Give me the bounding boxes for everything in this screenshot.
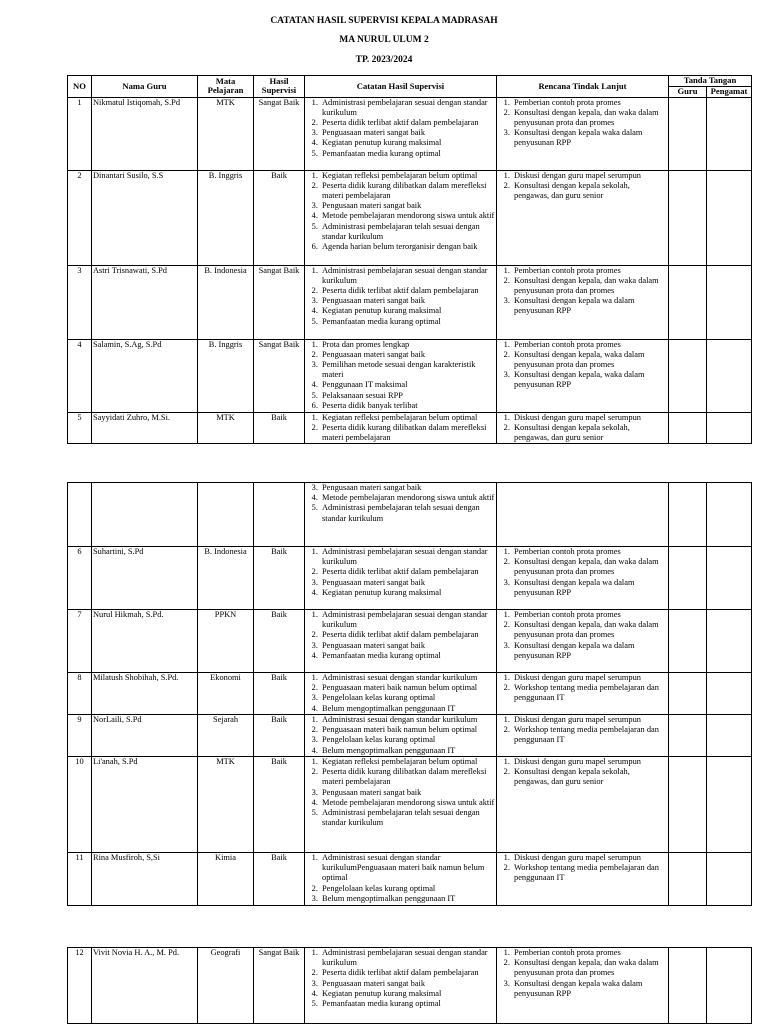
rencana-item: 1. Pemberian contoh prota promes bbox=[512, 98, 667, 108]
catatan-item: 1. Prota dan promes lengkap bbox=[320, 340, 495, 350]
cell-nama-guru: Li'anah, S.Pd bbox=[92, 757, 198, 853]
col-header-ttd-guru: Guru bbox=[669, 87, 707, 98]
rencana-item: 2. Konsultasi dengan kepala, dan waka dalam penyusunan prota dan promes bbox=[512, 958, 667, 978]
cell-mapel: Ekonomi bbox=[198, 673, 254, 715]
cell-hasil: Baik bbox=[254, 673, 305, 715]
catatan-item: 4. Penggunaan IT maksimal bbox=[320, 380, 495, 390]
catatan-item: 4. Metode pembelajaran mendorong siswa untuk aktif bbox=[320, 211, 495, 221]
cell-ttd-guru bbox=[669, 97, 707, 170]
cell-nama-guru: NorLaili, S.Pd bbox=[92, 715, 198, 757]
cell-ttd-pengamat bbox=[707, 610, 752, 673]
cell-hasil: Baik bbox=[254, 757, 305, 853]
cell-catatan bbox=[305, 97, 497, 170]
cell-rencana bbox=[497, 547, 669, 610]
catatan-item: 3. Pengelolaan kelas kurang optimal bbox=[320, 693, 495, 703]
catatan-item: 5. Administrasi pembelajaran telah sesuai dengan standar kurikulum bbox=[320, 808, 495, 828]
table-row bbox=[68, 170, 752, 265]
cell-mapel: Geografi bbox=[198, 948, 254, 1024]
cell-mapel: MTK bbox=[198, 412, 254, 444]
rencana-item: 3. Konsultasi dengan kepala wa dalam penyusunan RPP bbox=[512, 641, 667, 661]
cell-hasil: Sangat Baik bbox=[254, 948, 305, 1024]
table-row bbox=[68, 547, 752, 610]
cell-rencana bbox=[497, 170, 669, 265]
catatan-item: 1. Administrasi sesuai dengan standar kurikulum bbox=[320, 673, 495, 683]
cell-no: 5 bbox=[68, 412, 92, 444]
cell-rencana bbox=[497, 757, 669, 853]
cell-hasil: Baik bbox=[254, 610, 305, 673]
cell-ttd-guru bbox=[669, 853, 707, 906]
cell-ttd-pengamat bbox=[707, 339, 752, 412]
table-row bbox=[68, 757, 752, 853]
table-row bbox=[68, 853, 752, 906]
col-header-mata-pelajaran: Mata Pelajaran bbox=[198, 76, 254, 98]
supervision-table-page-3 bbox=[67, 947, 752, 1024]
catatan-item: 2. Peserta didik terlibat aktif dalam pembelajaran bbox=[320, 118, 495, 128]
table-row bbox=[68, 673, 752, 715]
page-3-viewport bbox=[0, 947, 768, 1024]
cell-mapel: MTK bbox=[198, 97, 254, 170]
rencana-item: 1. Pemberian contoh prota promes bbox=[512, 610, 667, 620]
catatan-item: 1. Kegiatan refleksi pembelajaran belum optimal bbox=[320, 171, 495, 181]
cell-hasil: Baik bbox=[254, 170, 305, 265]
col-header-nama-guru: Nama Guru bbox=[92, 76, 198, 98]
catatan-item: 2. Peserta didik kurang dilibatkan dalam merefleksi materi pembelajaran bbox=[320, 423, 495, 443]
cell-hasil: Sangat Baik bbox=[254, 97, 305, 170]
table-row bbox=[68, 339, 752, 412]
cell-mapel: B. Indonesia bbox=[198, 265, 254, 339]
table-row bbox=[68, 265, 752, 339]
cell-rencana bbox=[497, 673, 669, 715]
rencana-item: 1. Diskusi dengan guru mapel serumpun bbox=[512, 715, 667, 725]
col-header-no: NO bbox=[68, 76, 92, 98]
cell-no: 4 bbox=[68, 339, 92, 412]
cell-mapel: B. Inggris bbox=[198, 170, 254, 265]
cell-catatan bbox=[305, 339, 497, 412]
rencana-item: 2. Konsultasi dengan kepala sekolah, pengawas, dan guru senior bbox=[512, 181, 667, 201]
catatan-item: 1. Administrasi pembelajaran sesuai dengan standar kurikulum bbox=[320, 610, 495, 630]
table-row bbox=[68, 412, 752, 444]
cell-rencana bbox=[497, 97, 669, 170]
cell-no: 2 bbox=[68, 170, 92, 265]
cell-no: 6 bbox=[68, 547, 92, 610]
catatan-item: 5. Pelaksanaan sesuai RPP bbox=[320, 391, 495, 401]
catatan-item: 2. Penguasaan materi sangat baik bbox=[320, 350, 495, 360]
cell-catatan bbox=[305, 948, 497, 1024]
cell-catatan bbox=[305, 265, 497, 339]
catatan-item: 3. Pengusaan materi sangat baik bbox=[320, 201, 495, 211]
rencana-item: 1. Pemberian contoh prota promes bbox=[512, 547, 667, 557]
cell-ttd-guru bbox=[669, 483, 707, 547]
cell-ttd-pengamat bbox=[707, 483, 752, 547]
catatan-item: 2. Peserta didik terlibat aktif dalam pembelajaran bbox=[320, 968, 495, 978]
cell-hasil: Baik bbox=[254, 547, 305, 610]
rencana-item: 2. Konsultasi dengan kepala, dan waka dalam penyusunan prota dan promes bbox=[512, 557, 667, 577]
rencana-item: 2. Konsultasi dengan kepala, dan waka dalam penyusunan prota dan promes bbox=[512, 276, 667, 296]
cell-catatan bbox=[305, 853, 497, 906]
cell-no: 8 bbox=[68, 673, 92, 715]
cell-rencana bbox=[497, 265, 669, 339]
catatan-item: 2. Peserta didik terlibat aktif dalam pembelajaran bbox=[320, 286, 495, 296]
cell-ttd-pengamat bbox=[707, 853, 752, 906]
catatan-item: 2. Peserta didik kurang dilibatkan dalam merefleksi materi pembelajaran bbox=[320, 181, 495, 201]
catatan-item: 4. Pemanfaatan media kurang optimal bbox=[320, 651, 495, 661]
cell-catatan bbox=[305, 715, 497, 757]
cell-nama-guru: Dinantari Susilo, S.S bbox=[92, 170, 198, 265]
cell-mapel bbox=[198, 483, 254, 547]
cell-rencana bbox=[497, 483, 669, 547]
rencana-item: 1. Pemberian contoh prota promes bbox=[512, 266, 667, 276]
catatan-item: 1. Administrasi pembelajaran sesuai dengan standar kurikulum bbox=[320, 266, 495, 286]
cell-no: 1 bbox=[68, 97, 92, 170]
cell-rencana bbox=[497, 948, 669, 1024]
cell-ttd-guru bbox=[669, 715, 707, 757]
cell-mapel: Sejarah bbox=[198, 715, 254, 757]
col-header-tanda-tangan: Tanda Tangan bbox=[669, 76, 752, 87]
catatan-item: 5. Pemanfaatan media kurang optimal bbox=[320, 149, 495, 159]
col-header-catatan: Catatan Hasil Supervisi bbox=[305, 76, 497, 98]
catatan-item: 3. Penguasaan materi sangat baik bbox=[320, 979, 495, 989]
cell-no: 12 bbox=[68, 948, 92, 1024]
catatan-item: 2. Penguasaan materi baik namun belum optimal bbox=[320, 683, 495, 693]
rencana-item: 2. Konsultasi dengan kepala, dan waka dalam penyusunan prota dan promes bbox=[512, 108, 667, 128]
supervision-table-page-2 bbox=[67, 482, 752, 906]
cell-nama-guru: Milatush Shobihah, S.Pd. bbox=[92, 673, 198, 715]
rencana-item: 2. Workshop tentang media pembelajaran dan penggunaan IT bbox=[512, 863, 667, 883]
rencana-item: 1. Diskusi dengan guru mapel serumpun bbox=[512, 673, 667, 683]
cell-ttd-pengamat bbox=[707, 547, 752, 610]
table-row-continuation bbox=[68, 483, 752, 547]
cell-nama-guru: Astri Trisnawati, S.Pd bbox=[92, 265, 198, 339]
catatan-item: 3. Pemilihan metode sesuai dengan karakteristik materi bbox=[320, 360, 495, 380]
col-header-hasil-supervisi: Hasil Supervisi bbox=[254, 76, 305, 98]
catatan-item: 3. Pengelolaan kelas kurang optimal bbox=[320, 735, 495, 745]
cell-nama-guru: Nurul Hikmah, S.Pd. bbox=[92, 610, 198, 673]
catatan-item: 3. Pengusaan materi sangat baik bbox=[320, 483, 495, 493]
table-row bbox=[68, 948, 752, 1024]
catatan-item: 2. Penguasaan materi baik namun belum optimal bbox=[320, 725, 495, 735]
rencana-item: 3. Konsultasi dengan kepala, waka dalam penyusunan RPP bbox=[512, 370, 667, 390]
catatan-item: 3. Penguasaan materi sangat baik bbox=[320, 296, 495, 306]
cell-catatan bbox=[305, 757, 497, 853]
catatan-item: 3. Penguasaan materi sangat baik bbox=[320, 641, 495, 651]
cell-ttd-guru bbox=[669, 673, 707, 715]
catatan-item: 4. Kegiatan penutup kurang maksimal bbox=[320, 138, 495, 148]
cell-mapel: PPKN bbox=[198, 610, 254, 673]
catatan-item: 1. Administrasi pembelajaran sesuai dengan standar kurikulum bbox=[320, 547, 495, 567]
cell-catatan bbox=[305, 483, 497, 547]
catatan-item: 6. Peserta didik banyak terlibat bbox=[320, 401, 495, 411]
cell-rencana bbox=[497, 412, 669, 444]
rencana-item: 1. Diskusi dengan guru mapel serumpun bbox=[512, 853, 667, 863]
catatan-item: 3. Penguasaan materi sangat baik bbox=[320, 128, 495, 138]
cell-no: 3 bbox=[68, 265, 92, 339]
cell-nama-guru: Sayyidati Zuhro, M.Si. bbox=[92, 412, 198, 444]
cell-rencana bbox=[497, 853, 669, 906]
catatan-item: 5. Pemanfaatan media kurang optimal bbox=[320, 317, 495, 327]
cell-no: 10 bbox=[68, 757, 92, 853]
catatan-item: 3. Belum mengoptimalkan penggunaan IT bbox=[320, 894, 495, 904]
catatan-item: 2. Pengelolaan kelas kurang optimal bbox=[320, 884, 495, 894]
cell-nama-guru: Suhartini, S.Pd bbox=[92, 547, 198, 610]
cell-rencana bbox=[497, 610, 669, 673]
catatan-item: 1. Administrasi pembelajaran sesuai dengan standar kurikulum bbox=[320, 98, 495, 118]
cell-mapel: MTK bbox=[198, 757, 254, 853]
cell-ttd-pengamat bbox=[707, 948, 752, 1024]
rencana-item: 1. Diskusi dengan guru mapel serumpun bbox=[512, 171, 667, 181]
catatan-item: 6. Agenda harian belum terorganisir dengan baik bbox=[320, 242, 495, 252]
cell-nama-guru: Nikmatul Istiqomah, S.Pd bbox=[92, 97, 198, 170]
cell-ttd-guru bbox=[669, 610, 707, 673]
cell-hasil: Baik bbox=[254, 853, 305, 906]
cell-rencana bbox=[497, 715, 669, 757]
catatan-item: 2. Peserta didik kurang dilibatkan dalam merefleksi materi pembelajaran bbox=[320, 767, 495, 787]
cell-catatan bbox=[305, 547, 497, 610]
catatan-item: 4. Belum mengoptimalkan penggunaan IT bbox=[320, 704, 495, 714]
rencana-item: 3. Konsultasi dengan kepala waka dalam penyusunan RPP bbox=[512, 979, 667, 999]
cell-no: 9 bbox=[68, 715, 92, 757]
cell-ttd-guru bbox=[669, 412, 707, 444]
catatan-item: 3. Pengusaan materi sangat baik bbox=[320, 788, 495, 798]
cell-hasil: Baik bbox=[254, 412, 305, 444]
catatan-item: 5. Administrasi pembelajaran telah sesuai dengan standar kurikulum bbox=[320, 222, 495, 242]
cell-nama-guru: Salamin, S.Ag, S.Pd bbox=[92, 339, 198, 412]
catatan-item: 4. Belum mengoptimalkan penggunaan IT bbox=[320, 746, 495, 756]
cell-mapel: Kimia bbox=[198, 853, 254, 906]
cell-catatan bbox=[305, 412, 497, 444]
catatan-item: 4. Metode pembelajaran mendorong siswa untuk aktif bbox=[320, 798, 495, 808]
cell-hasil: Baik bbox=[254, 715, 305, 757]
col-header-ttd-pengamat: Pengamat bbox=[707, 87, 752, 98]
rencana-item: 2. Konsultasi dengan kepala sekolah, pengawas, dan guru senior bbox=[512, 767, 667, 787]
cell-hasil: Sangat Baik bbox=[254, 339, 305, 412]
catatan-item: 5. Pemanfaatan media kurang optimal bbox=[320, 999, 495, 1009]
table-row bbox=[68, 610, 752, 673]
supervision-table-page-1 bbox=[67, 75, 752, 444]
rencana-item: 3. Konsultasi dengan kepala waka dalam penyusunan RPP bbox=[512, 128, 667, 148]
cell-hasil: Sangat Baik bbox=[254, 265, 305, 339]
cell-nama-guru: Rina Musfiroh, S,Si bbox=[92, 853, 198, 906]
cell-catatan bbox=[305, 673, 497, 715]
rencana-item: 1. Diskusi dengan guru mapel serumpun bbox=[512, 757, 667, 767]
cell-ttd-guru bbox=[669, 948, 707, 1024]
cell-ttd-pengamat bbox=[707, 715, 752, 757]
cell-ttd-guru bbox=[669, 170, 707, 265]
rencana-item: 2. Konsultasi dengan kepala, dan waka dalam penyusunan prota dan promes bbox=[512, 620, 667, 640]
school-name: MA NURUL ULUM 2 bbox=[339, 35, 429, 45]
cell-mapel: B. Indonesia bbox=[198, 547, 254, 610]
cell-catatan bbox=[305, 610, 497, 673]
cell-ttd-pengamat bbox=[707, 673, 752, 715]
table-row bbox=[68, 715, 752, 757]
cell-catatan bbox=[305, 170, 497, 265]
rencana-item: 2. Konsultasi dengan kepala, waka dalam penyusunan prota dan promes bbox=[512, 350, 667, 370]
cell-nama-guru bbox=[92, 483, 198, 547]
cell-ttd-guru bbox=[669, 547, 707, 610]
rencana-item: 2. Workshop tentang media pembelajaran dan penggunaan IT bbox=[512, 683, 667, 703]
rencana-item: 1. Diskusi dengan guru mapel serumpun bbox=[512, 413, 667, 423]
rencana-item: 1. Pemberian contoh prota promes bbox=[512, 948, 667, 958]
cell-ttd-guru bbox=[669, 265, 707, 339]
catatan-item: 4. Metode pembelajaran mendorong siswa untuk aktif bbox=[320, 493, 495, 503]
cell-nama-guru: Vivit Novia H. A., M. Pd. bbox=[92, 948, 198, 1024]
document-title: CATATAN HASIL SUPERVISI KEPALA MADRASAH bbox=[270, 16, 498, 26]
cell-ttd-pengamat bbox=[707, 265, 752, 339]
catatan-item: 1. Administrasi pembelajaran sesuai dengan standar kurikulum bbox=[320, 948, 495, 968]
rencana-item: 2. Konsultasi dengan kepala sekolah, pengawas, dan guru senior bbox=[512, 423, 667, 443]
cell-no: 7 bbox=[68, 610, 92, 673]
cell-ttd-pengamat bbox=[707, 170, 752, 265]
cell-hasil bbox=[254, 483, 305, 547]
cell-ttd-pengamat bbox=[707, 412, 752, 444]
cell-mapel: B. Inggris bbox=[198, 339, 254, 412]
cell-ttd-guru bbox=[669, 757, 707, 853]
cell-rencana bbox=[497, 339, 669, 412]
catatan-item: 1. Administrasi sesuai dengan standar kurikulumPenguasaan materi baik namun belum optimal bbox=[320, 853, 495, 884]
catatan-item: 4. Kegiatan penutup kurang maksimal bbox=[320, 989, 495, 999]
catatan-item: 1. Kegiatan refleksi pembelajaran belum optimal bbox=[320, 757, 495, 767]
catatan-item: 4. Kegiatan penutup kurang maksimal bbox=[320, 306, 495, 316]
table-row bbox=[68, 97, 752, 170]
catatan-item: 4. Kegiatan penutup kurang maksimal bbox=[320, 588, 495, 598]
rencana-item: 3. Konsultasi dengan kepala wa dalam penyusunan RPP bbox=[512, 296, 667, 316]
catatan-item: 5. Administrasi pembelajaran telah sesuai dengan standar kurikulum bbox=[320, 503, 495, 523]
catatan-item: 2. Peserta didik terlibat aktif dalam pembelajaran bbox=[320, 630, 495, 640]
cell-ttd-guru bbox=[669, 339, 707, 412]
rencana-item: 2. Workshop tentang media pembelajaran dan penggunaan IT bbox=[512, 725, 667, 745]
cell-ttd-pengamat bbox=[707, 97, 752, 170]
rencana-item: 3. Konsultasi dengan kepala wa dalam penyusunan RPP bbox=[512, 578, 667, 598]
catatan-item: 1. Administrasi sesuai dengan standar kurikulum bbox=[320, 715, 495, 725]
catatan-item: 3. Penguasaan materi sangat baik bbox=[320, 578, 495, 588]
col-header-rencana: Rencana Tindak Lanjut bbox=[497, 76, 669, 98]
cell-ttd-pengamat bbox=[707, 757, 752, 853]
school-year: TP. 2023/2024 bbox=[355, 55, 413, 65]
rencana-item: 1. Pemberian contoh prota promes bbox=[512, 340, 667, 350]
cell-no: 11 bbox=[68, 853, 92, 906]
catatan-item: 2. Peserta didik terlibat aktif dalam pembelajaran bbox=[320, 567, 495, 577]
catatan-item: 1. Kegiatan refleksi pembelajaran belum optimal bbox=[320, 413, 495, 423]
cell-no bbox=[68, 483, 92, 547]
